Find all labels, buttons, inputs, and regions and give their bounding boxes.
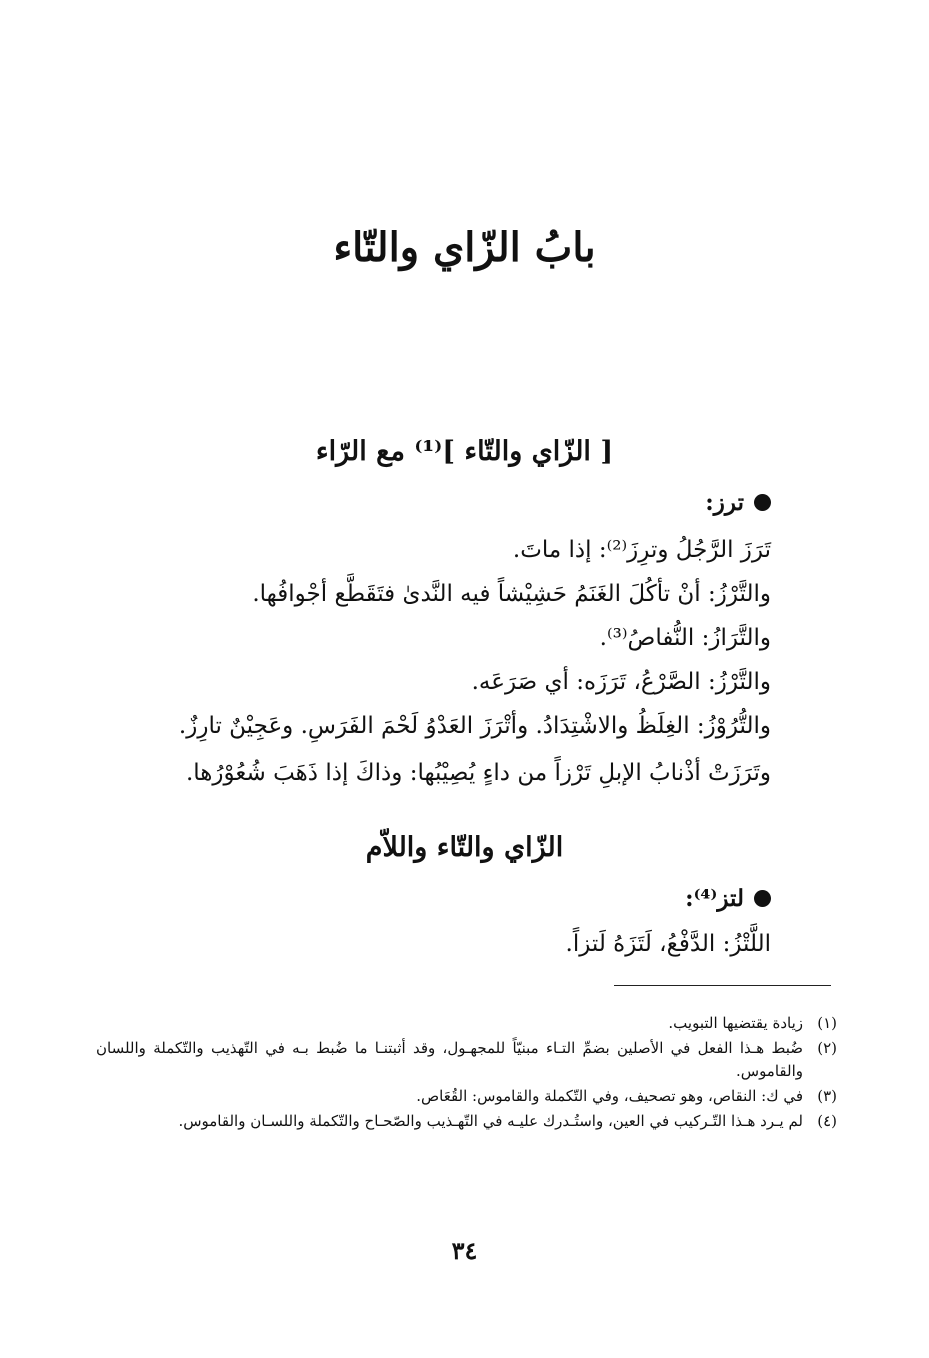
footnote-number: (١) bbox=[817, 1014, 837, 1032]
root-entry-heading bbox=[705, 486, 771, 520]
definition-line: والتَّرْزُ: الصَّرْعُ، تَرَزَه: أي صَرَعَه. bbox=[471, 669, 771, 695]
section-heading: الزّاي والتّاء واللاّم bbox=[365, 832, 564, 863]
root-label: لتز⁽⁴⁾: bbox=[685, 885, 744, 912]
bullet-icon bbox=[754, 494, 771, 511]
footnote-text: ضُبط هـذا الفعل في الأصلين بضمِّ التـاء مبنيّاً للمجهـول، وقد أثبتنـا ما ضُبط بـه في التّهذيب والتّكملة واللسان والقاموس. bbox=[96, 1039, 803, 1080]
footnote-item bbox=[96, 1012, 837, 1035]
definition-line: تَرَزَ الرَّجُلُ وترِزَ⁽²⁾: إذا ماتَ. bbox=[512, 537, 771, 563]
footnote-number: (٤) bbox=[817, 1112, 837, 1130]
definition-line: اللَّتْزُ: الدَّفْعُ، لَتَزَهُ لَتزاً. bbox=[565, 931, 771, 957]
footnote-text: في ك: النقاص، وهو تصحيف، وفي التّكملة والقاموس: القُعَاص. bbox=[416, 1087, 803, 1105]
footnote-text: زيادة يقتضيها التبويب. bbox=[668, 1014, 803, 1032]
footnote-text: لم يـرد هـذا التّـركيب في العين، واستُـدرك عليـه في التّهـذيب والصّحـاح والتّكملة واللسـان والقاموس. bbox=[178, 1112, 803, 1130]
page-number: ٣٤ bbox=[451, 1236, 478, 1265]
root-entry-heading bbox=[685, 882, 771, 916]
bullet-icon bbox=[754, 890, 771, 907]
footnote-item bbox=[96, 1037, 837, 1083]
section-heading: [ الزّاي والتّاء ]⁽¹⁾ مع الرّاء bbox=[315, 436, 614, 467]
footnote-item bbox=[96, 1085, 837, 1108]
footnote-number: (٣) bbox=[817, 1087, 837, 1105]
root-label: ترز: bbox=[705, 489, 744, 516]
footnote-item bbox=[96, 1110, 837, 1133]
footnotes-list bbox=[96, 1012, 837, 1135]
definition-list bbox=[150, 922, 771, 966]
definition-line: وتَرَزَتْ أذْنابُ الإبلِ تَرْزاً من داءٍ يُصِيْبُها: وذاكَ إذا ذَهَبَ شُعُوْرُها. bbox=[185, 760, 771, 786]
footnote-number: (٢) bbox=[817, 1039, 837, 1057]
chapter-title: بابُ الزّاي والتّاء bbox=[333, 224, 596, 271]
definition-line: والتَّرَازُ: النُّفاصُ⁽³⁾. bbox=[599, 625, 771, 651]
definition-list bbox=[150, 528, 771, 798]
footnote-divider bbox=[614, 985, 831, 986]
definition-line: والتَّرْزُ: أنْ تأكُلَ الغَنَمُ حَشِيْشاً فيه النَّدىٰ فتَقَطَّع أجْوافُها. bbox=[252, 581, 771, 607]
definition-line: والتُّرُوْزُ: الغِلَظُ والاشْتِدَادُ. وأتْرَزَ العَدْوُ لَحْمَ الفَرَسِ. وعَجِيْنٌ تارِزٌ. bbox=[178, 713, 771, 739]
